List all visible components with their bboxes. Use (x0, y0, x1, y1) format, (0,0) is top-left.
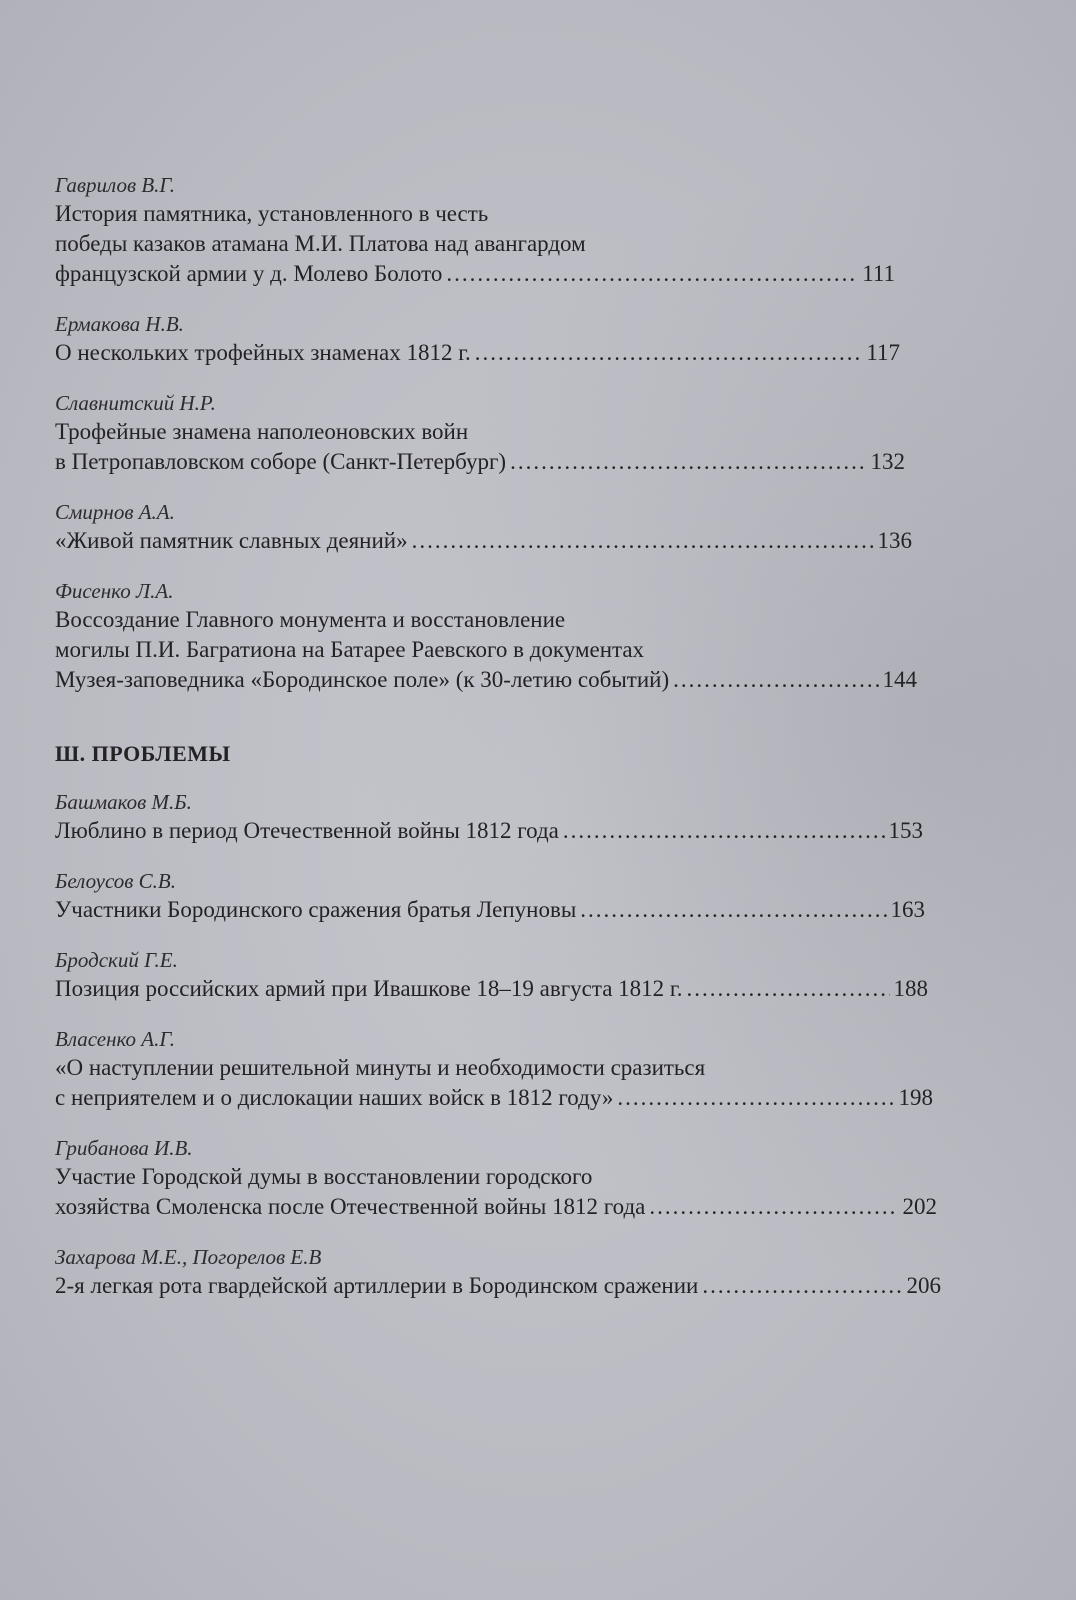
entry-author: Белоусов С.В. (55, 869, 176, 893)
toc-entry (55, 947, 955, 1004)
toc-entry (55, 1244, 955, 1301)
entry-author: Башмаков М.Б. (55, 790, 192, 814)
dot-leader (475, 338, 863, 368)
entry-title-last-line (55, 816, 923, 846)
entry-author: Славнитский Н.Р. (55, 391, 216, 415)
entry-title-text: в Петропавловском соборе (Санкт-Петербург) (55, 449, 507, 474)
dot-leader (412, 526, 874, 556)
entry-author: Грибанова И.В. (55, 1136, 193, 1160)
entry-title-last-line (55, 447, 905, 477)
entry-title-line: Участие Городской думы в восстановлении городского (55, 1164, 593, 1189)
entry-page-number: 188 (893, 976, 928, 1001)
entry-title-last-line (55, 526, 912, 556)
entry-title-text: 2-я легкая рота гвардейской артиллерии в Бородинском сражении (55, 1273, 699, 1298)
entry-page-number: 136 (877, 528, 912, 553)
entry-author: Власенко А.Г. (55, 1027, 175, 1051)
dot-leader (446, 259, 858, 289)
entry-title-text: с неприятелем и о дислокации наших войск в 1812 году» (55, 1085, 614, 1110)
entry-title-line: могилы П.И. Багратиона на Батарее Раевского в документах (55, 637, 645, 662)
entry-title-text: французской армии у д. Молево Болото (55, 261, 443, 286)
entry-page-number: 111 (862, 261, 895, 286)
entry-title-line: победы казаков атамана М.И. Платова над авангардом (55, 231, 586, 256)
dot-leader (687, 974, 890, 1004)
entry-author: Гаврилов В.Г. (55, 173, 176, 197)
entry-page-number: 132 (870, 449, 905, 474)
dot-leader (617, 1083, 894, 1113)
entry-title-text: Музея-заповедника «Бородинское поле» (к 30-летию событий) (55, 667, 670, 692)
entry-page-number: 153 (888, 818, 923, 843)
toc-entry (55, 499, 955, 556)
entry-author: Смирнов А.А. (55, 500, 175, 524)
entry-title-last-line (55, 1192, 937, 1222)
entry-page-number: 117 (866, 340, 900, 365)
entry-title-line: Воссоздание Главного монумента и восстановление (55, 607, 566, 632)
section-heading: Ш. ПРОБЛЕМЫ (55, 741, 231, 766)
entry-title-last-line (55, 338, 900, 368)
dot-leader (673, 665, 878, 695)
toc-entry (55, 1135, 955, 1222)
entry-page-number: 163 (890, 897, 925, 922)
entry-page-number: 206 (906, 1273, 941, 1298)
toc-entry (55, 578, 955, 695)
entry-title-last-line (55, 665, 917, 695)
entry-page-number: 144 (882, 667, 917, 692)
dot-leader (563, 816, 885, 846)
entry-title-text: «Живой памятник славных деяний» (55, 528, 408, 553)
dot-leader (649, 1192, 898, 1222)
toc-entry (55, 172, 955, 289)
entry-title-line: История памятника, установленного в честь (55, 201, 489, 226)
toc-entry (55, 868, 955, 925)
dot-leader (702, 1271, 902, 1301)
entry-author: Фисенко Л.А. (55, 579, 174, 603)
entry-page-number: 198 (898, 1085, 933, 1110)
dot-leader (510, 447, 866, 477)
toc-entry (55, 311, 955, 368)
entry-page-number: 202 (902, 1194, 937, 1219)
dot-leader (580, 895, 886, 925)
entry-author: Ермакова Н.В. (55, 312, 184, 336)
entry-title-last-line (55, 1271, 941, 1301)
toc-entry (55, 1026, 955, 1113)
toc-entry (55, 390, 955, 477)
table-of-contents (55, 172, 955, 1323)
entry-title-text: Позиция российских армий при Ивашкове 18–19 августа 1812 г. (55, 976, 683, 1001)
entry-author: Бродский Г.Е. (55, 948, 178, 972)
entry-title-text: О нескольких трофейных знаменах 1812 г. (55, 340, 471, 365)
entry-author: Захарова М.Е., Погорелов Е.В (55, 1245, 322, 1269)
entry-title-last-line (55, 259, 895, 289)
entry-title-text: Участники Бородинского сражения братья Лепуновы (55, 897, 577, 922)
entry-title-line: Трофейные знамена наполеоновских войн (55, 419, 469, 444)
entry-title-text: Люблино в период Отечественной войны 1812 года (55, 818, 559, 843)
toc-entry (55, 789, 955, 846)
entry-title-last-line (55, 895, 925, 925)
entry-title-text: хозяйства Смоленска после Отечественной войны 1812 года (55, 1194, 646, 1219)
entry-title-last-line (55, 1083, 933, 1113)
entry-title-last-line (55, 974, 928, 1004)
entry-title-line: «О наступлении решительной минуты и необходимости сразиться (55, 1055, 706, 1080)
